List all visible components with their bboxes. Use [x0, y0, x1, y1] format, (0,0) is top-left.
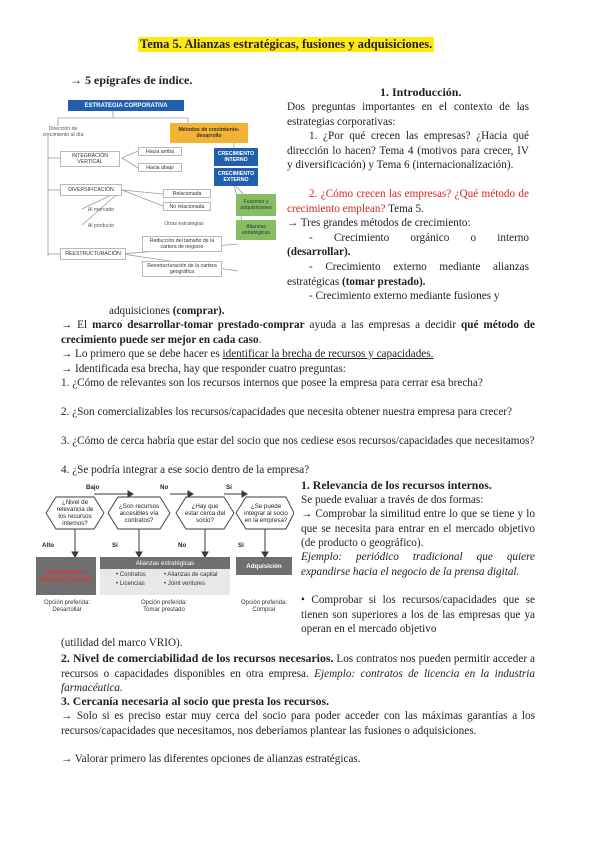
three-methods: → Tres grandes métodos de crecimiento:: [287, 217, 471, 229]
first-step-underlined: identificar la brecha de recursos y capacidades.: [222, 348, 434, 360]
epigrafes-note: → 5 epígrafes de índice.: [70, 73, 193, 87]
contracts-question: ¿Son recursos accesibles vía contratos?: [118, 502, 160, 524]
strategy-header-box: ESTRATEGIA CORPORATIVA: [68, 100, 184, 111]
method-1: [287, 231, 529, 246]
option-buy: Opción preferida: Comprar: [240, 600, 288, 613]
diversification-box: DIVERSIFICACIÓN: [60, 184, 122, 196]
method-3-label: (comprar).: [172, 305, 225, 317]
option-borrow: Opción preferida: Tomar prestado: [140, 600, 188, 613]
question-3: 3. ¿Cómo de cerca habría que estar del socio que nos cediese esos recursos/capacidades que necesitamos?: [61, 435, 535, 447]
integration-question: ¿Se puede integrar al socio en la empresa?: [244, 502, 288, 524]
external-growth-box: CRECIMIENTO EXTERNO: [214, 168, 258, 186]
label-alto: Alto: [42, 542, 55, 549]
growth-direction-note: Dirección de crecimiento al día: [42, 126, 84, 138]
question-2-red: 2. ¿Cómo crecen las empresas? ¿Qué método de crecimiento emplean?: [287, 188, 529, 215]
label-no-2: No: [178, 542, 187, 549]
method-1-label: (desarrollar).: [287, 246, 351, 258]
method-3-cont: [109, 304, 225, 319]
framework-a: → El: [61, 319, 93, 331]
relevance-check-2-cont: (utilidad del marco VRIO).: [61, 637, 183, 649]
internal-growth-result: Crecimiento o desarrollo interno: [39, 569, 93, 583]
intro-paragraph: Dos preguntas importantes en el contexto de las estrategias corporativas:: [287, 101, 529, 128]
other-strategies-box: Otras estrategias: [164, 220, 204, 227]
question-2-tail: Tema 5.: [385, 202, 424, 215]
equity-alliances-item: • Alianzas de capital: [164, 572, 218, 578]
method-3-cont-text: adquisiciones: [109, 305, 173, 317]
closeness-paragraph-1: → Solo si es preciso estar muy cerca del socio para poder acceder con las máximas garantías a los recursos/capacidades que necesitamos, nos deberíamos plantear las fusiones o adquisiciones.: [61, 710, 535, 737]
market-box: Al mercado: [87, 206, 115, 213]
alliances-header: Alianzas estratégicas: [135, 559, 195, 567]
document-title: Tema 5. Alianzas estratégicas, fusiones y adquisiciones.: [140, 37, 433, 51]
relevance-sub: Se puede evaluar a través de dos formas:: [301, 494, 484, 506]
product-box: Al producto: [87, 222, 115, 229]
gap-identified: → Identificada esa brecha, hay que responder cuatro preguntas:: [61, 363, 346, 375]
intro-question-1: 1. ¿Por qué crecen las empresas? ¿Hacia qué dirección lo hacen? Tema 4 (motivos para crecer, IV y diversificación) y Tema 6 (internacionalización).: [287, 130, 529, 172]
unrelated-box: No relacionada: [163, 202, 211, 211]
decision-flow-diagram: [36, 482, 294, 622]
method-2-label: (tomar prestado).: [341, 275, 426, 288]
label-si-2: Sí: [238, 542, 244, 549]
restructuring-box: REESTRUCTURACIÓN: [60, 248, 126, 260]
upstream-box: Hacia arriba: [138, 147, 182, 156]
method-1-text: - Crecimiento orgánico o interno: [309, 232, 529, 244]
relevance-check-1: → Comprobar la similitud entre lo que se tiene y lo que se necesita para entrar en el mercado objetivo (de producto o geográfico).: [301, 508, 535, 550]
corporate-strategy-diagram: [38, 96, 280, 296]
closeness-heading: [61, 694, 535, 709]
method-3: - Crecimiento externo mediante fusiones y: [309, 290, 500, 302]
framework-d: qué método de crecimiento puede ser mejor en cada caso: [61, 319, 535, 346]
label-si-top: Sí: [226, 484, 232, 491]
question-1: 1. ¿Cómo de relevantes son los recursos internos que posee la empresa para cerrar esa brecha?: [61, 377, 483, 389]
internal-growth-box: CRECIMIENTO INTERNO: [214, 148, 258, 166]
method-1-bold: [287, 245, 529, 260]
mergers-box: Fusiones y adquisiciones: [236, 194, 276, 216]
label-no-1: No: [160, 484, 169, 491]
relevance-heading: [301, 478, 535, 493]
framework-c: ayuda a las empresas a decidir: [304, 319, 462, 331]
marketability-paragraph: [61, 651, 535, 696]
method-2: [287, 260, 529, 289]
contracts-item: • Contratos: [116, 572, 146, 578]
relevance-heading-text: 1. Relevancia de los recursos internos.: [301, 478, 492, 492]
framework-paragraph: [61, 318, 535, 347]
methods-box: Métodos de crecimiento-desarrollo: [170, 123, 248, 143]
joint-ventures-item: • Joint ventures: [164, 581, 206, 587]
closeness-question: ¿Hay que estar cerca del socio?: [184, 502, 226, 524]
related-box: Relacionada: [163, 189, 211, 198]
relevance-check-2: • Comprobar si los recursos/capacidades que se tienen son superiores a los de las empresas que ya operan en el mercado objetivo: [301, 594, 535, 636]
question-2: 2. ¿Son comercializables los recursos/capacidades que necesita obtener nuestra empresa para crecer?: [61, 406, 513, 418]
relevance-question: ¿Nivel de relevancia de los recursos internos?: [56, 499, 94, 527]
framework-e: .: [258, 333, 262, 346]
downstream-box: Hacia abajo: [138, 163, 182, 172]
closeness-heading-text: 3. Cercanía necesaria al socio que presta los recursos.: [61, 694, 330, 708]
marketability-example: Ejemplo: contratos de licencia en la industria farmacéutica.: [61, 667, 535, 695]
geographic-restructuring-box: Reestructuración de la cartera geográfica: [142, 261, 222, 277]
alliances-box: Alianzas estratégicas: [236, 220, 276, 240]
first-step: [61, 347, 535, 362]
portfolio-reduction-box: Reducción del tamaño de la cartera de negocio: [142, 236, 222, 252]
first-step-a: → Lo primero que se debe hacer es: [61, 348, 223, 360]
marketability-text: Los contratos nos pueden permitir acceder a recursos o capacidades disponibles en otra empresa.: [61, 653, 535, 680]
question-4: 4. ¿Se podría integrar a ese socio dentro de la empresa?: [61, 464, 310, 476]
acquisition-result: Adquisición: [246, 562, 282, 570]
relevance-example: Ejemplo: periódico tradicional que quiere expandirse hacia el negocio de la prensa digital.: [301, 551, 535, 578]
label-si-1: Sí: [112, 542, 118, 549]
intro-heading: 1. Introducción.: [380, 85, 462, 99]
framework-b: marco desarrollar-tomar prestado-comprar: [92, 319, 305, 331]
intro-question-2: [287, 187, 529, 216]
licenses-item: • Licencias: [116, 581, 145, 587]
option-develop: Opción preferida: Desarrollar: [43, 600, 91, 613]
label-bajo: Bajo: [86, 484, 100, 491]
marketability-heading: 2. Nivel de comerciabilidad de los recursos necesarios.: [61, 651, 334, 665]
method-2-text: - Crecimiento externo mediante alianzas estratégicas: [287, 261, 529, 288]
vertical-integration-box: INTEGRACIÓN VERTICAL: [60, 151, 120, 167]
closeness-paragraph-2: → Valorar primero las diferentes opciones de alianzas estratégicas.: [61, 753, 361, 765]
